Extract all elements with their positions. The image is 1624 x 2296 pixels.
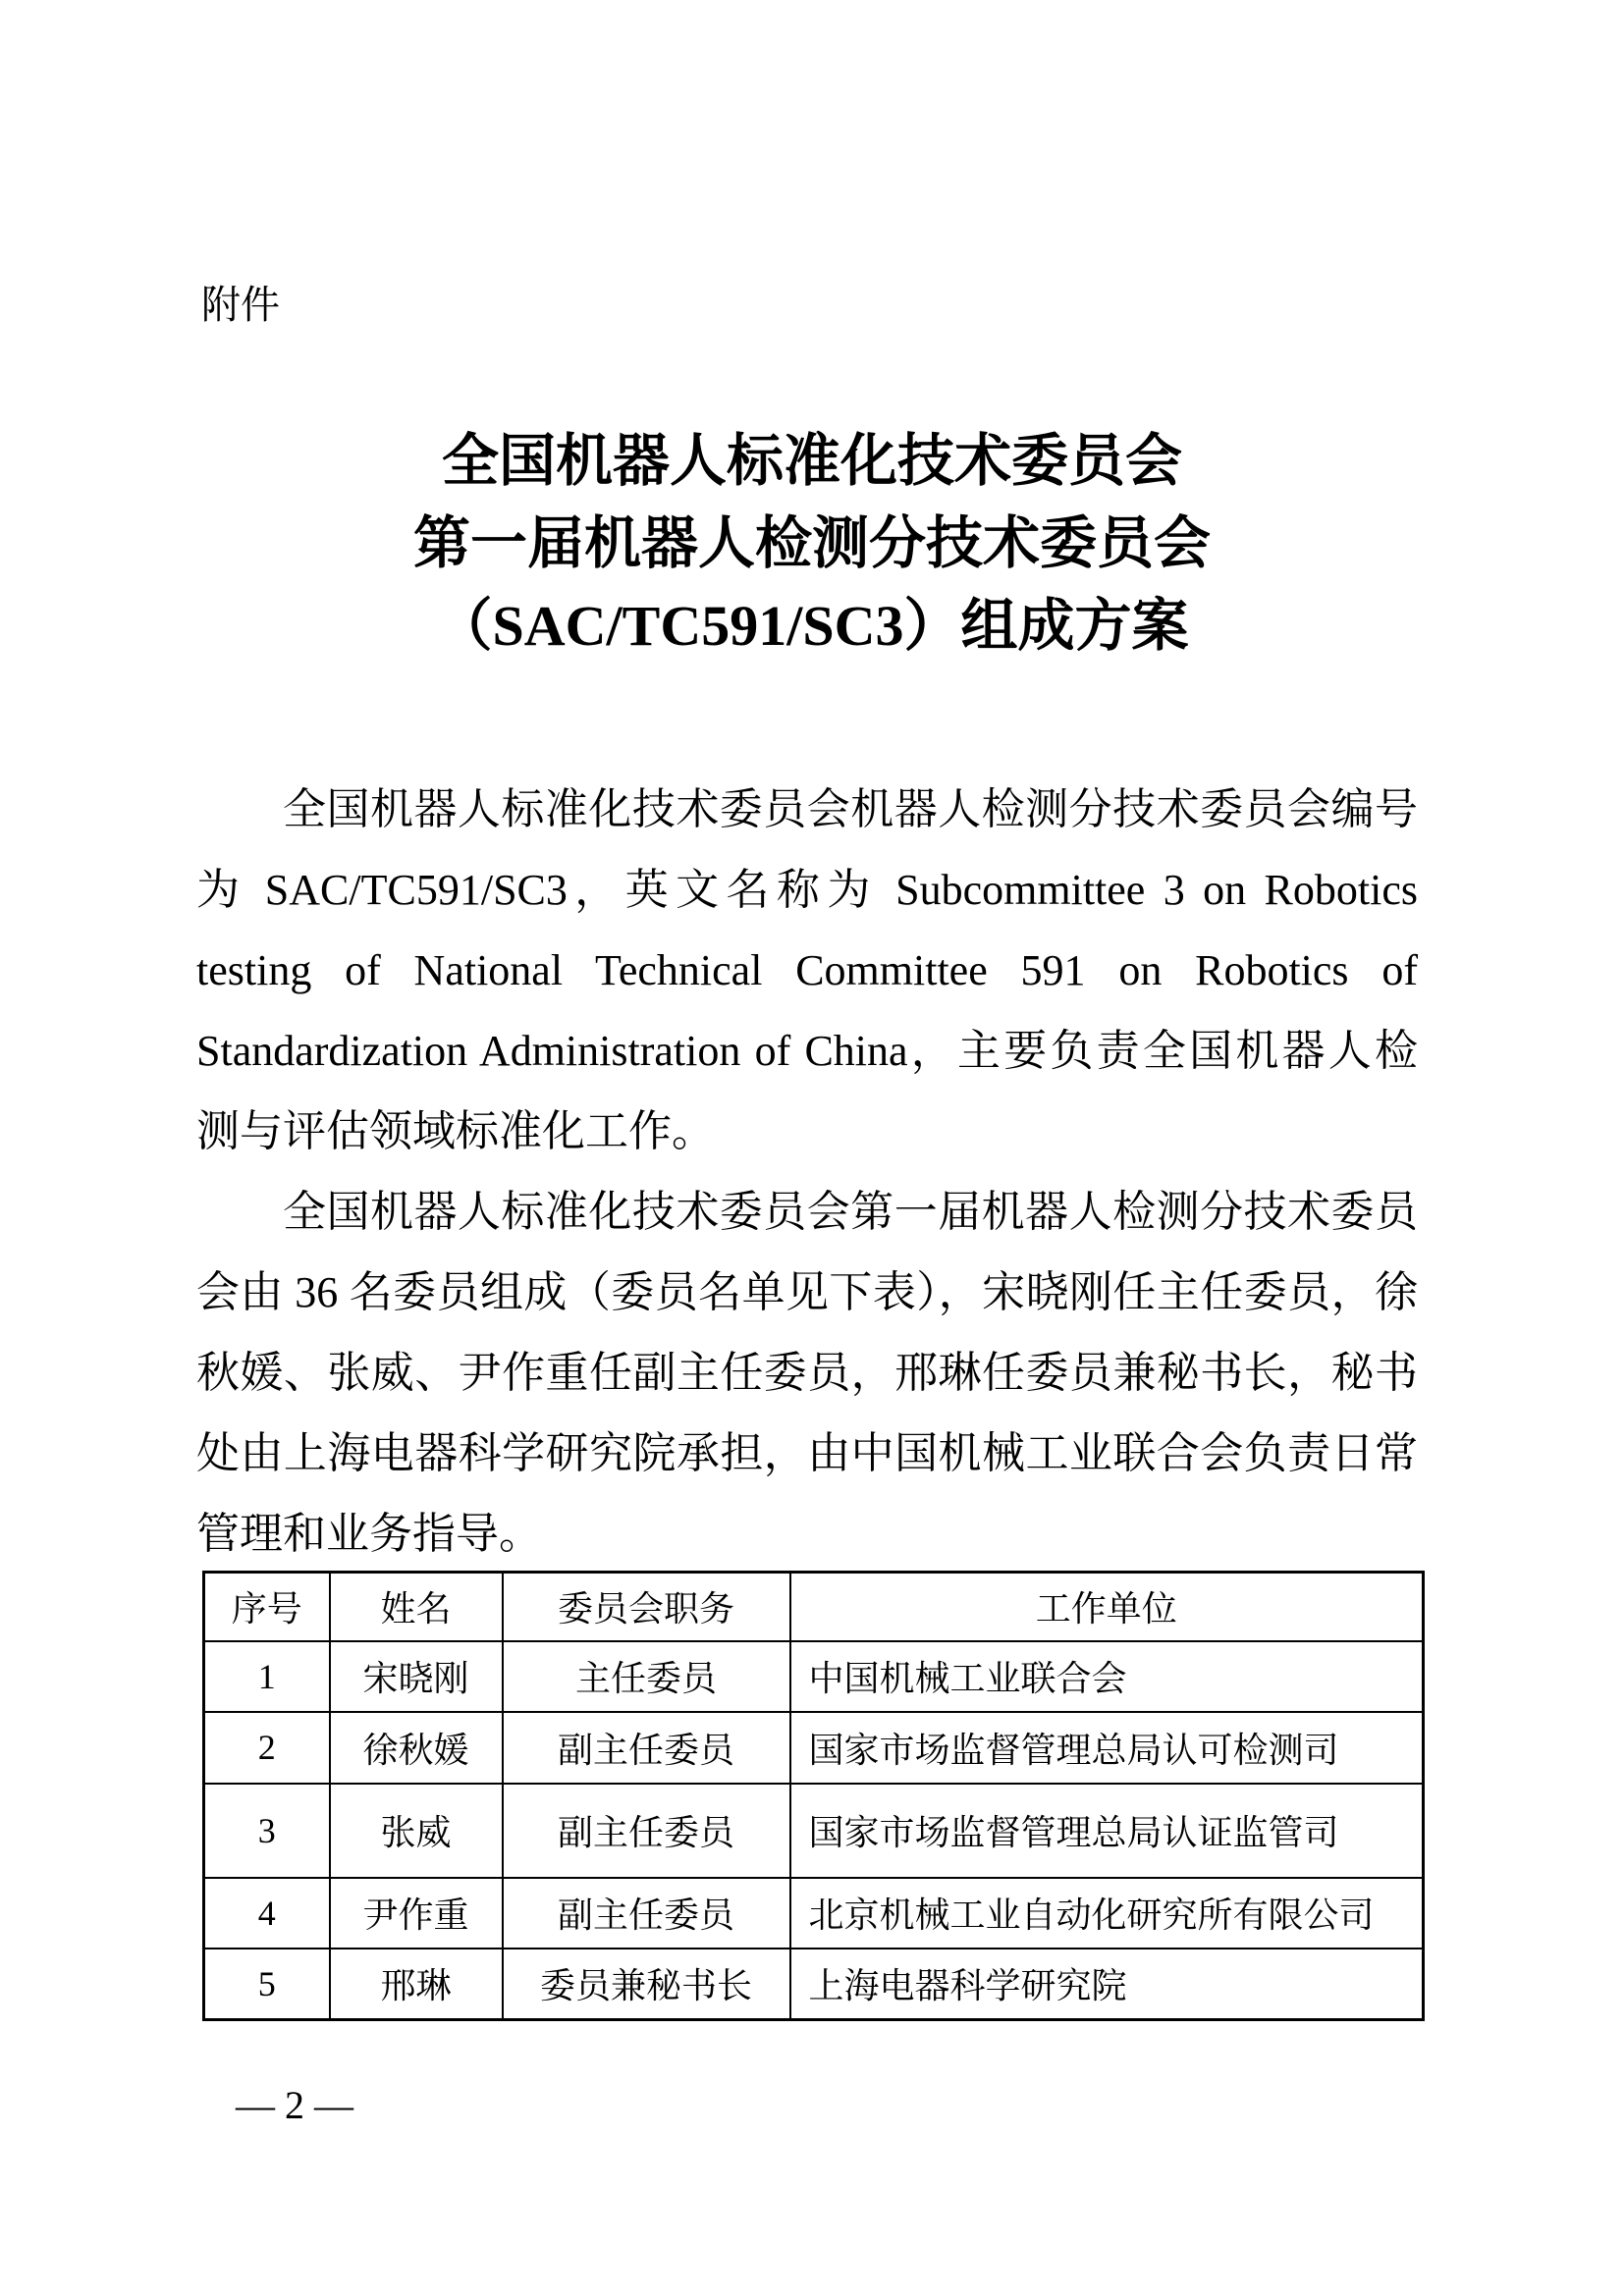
body-text bbox=[196, 770, 1418, 1575]
table-row bbox=[204, 1641, 1424, 1712]
name-cell: 尹作重 bbox=[330, 1878, 503, 1949]
unit-cell: 北京机械工业自动化研究所有限公司 bbox=[790, 1878, 1424, 1949]
serial-cell: 1 bbox=[204, 1641, 330, 1712]
name-cell: 邢琳 bbox=[330, 1949, 503, 2020]
document-title-line-1: 全国机器人标准化技术委员会 bbox=[441, 429, 1182, 493]
position-cell: 副主任委员 bbox=[503, 1784, 790, 1878]
paragraph-2-line: 会由 36 名委员组成（委员名单见下表），宋晓刚任主任委员，徐 bbox=[196, 1268, 1418, 1316]
table-row bbox=[204, 1712, 1424, 1784]
page-number: — 2 — bbox=[236, 2083, 353, 2127]
serial-cell: 3 bbox=[204, 1784, 330, 1878]
paragraph-1-line: 为 SAC/TC591/SC3，英文名称为 Subcommittee 3 on Robotics bbox=[196, 866, 1418, 914]
position-cell: 主任委员 bbox=[503, 1641, 790, 1712]
paragraph-1-line: testing of National Technical Committee 591 on Robotics of bbox=[196, 946, 1418, 994]
name-cell: 张威 bbox=[330, 1784, 503, 1878]
document-title bbox=[0, 420, 1624, 667]
unit-cell: 国家市场监督管理总局认证监管司 bbox=[790, 1784, 1424, 1878]
serial-cell: 4 bbox=[204, 1878, 330, 1949]
document-title-line-3: （SAC/TC591/SC3）组成方案 bbox=[435, 594, 1189, 658]
unit-cell: 国家市场监督管理总局认可检测司 bbox=[790, 1712, 1424, 1784]
name-cell: 徐秋媛 bbox=[330, 1712, 503, 1784]
table-row bbox=[204, 1878, 1424, 1949]
unit-cell: 中国机械工业联合会 bbox=[790, 1641, 1424, 1712]
paragraph-2-line: 全国机器人标准化技术委员会第一届机器人检测分技术委员 bbox=[283, 1188, 1418, 1236]
table-row bbox=[204, 1784, 1424, 1878]
members-table bbox=[202, 1571, 1425, 2021]
position-cell: 副主任委员 bbox=[503, 1712, 790, 1784]
paragraph-2-line: 管理和业务指导。 bbox=[196, 1510, 542, 1558]
table-row bbox=[204, 1949, 1424, 2020]
paragraph-2-line: 处由上海电器科学研究院承担，由中国机械工业联合会负责日常 bbox=[196, 1429, 1418, 1477]
header-name: 姓名 bbox=[330, 1573, 503, 1641]
name-cell: 宋晓刚 bbox=[330, 1641, 503, 1712]
header-serial: 序号 bbox=[204, 1573, 330, 1641]
serial-cell: 5 bbox=[204, 1949, 330, 2020]
header-position: 委员会职务 bbox=[503, 1573, 790, 1641]
serial-cell: 2 bbox=[204, 1712, 330, 1784]
paragraph-1-line: Standardization Administration of China，主要负责全国机器人检 bbox=[196, 1027, 1418, 1075]
header-unit: 工作单位 bbox=[790, 1573, 1424, 1641]
table-header-row bbox=[204, 1573, 1424, 1641]
unit-cell: 上海电器科学研究院 bbox=[790, 1949, 1424, 2020]
paragraph-1-line: 测与评估领域标准化工作。 bbox=[196, 1107, 715, 1155]
attachment-label: 附件 bbox=[201, 284, 280, 327]
position-cell: 委员兼秘书长 bbox=[503, 1949, 790, 2020]
document-title-line-2: 第一届机器人检测分技术委员会 bbox=[412, 511, 1211, 575]
paragraph-1-line: 全国机器人标准化技术委员会机器人检测分技术委员会编号 bbox=[283, 785, 1418, 833]
paragraph-2-line: 秋媛、张威、尹作重任副主任委员，邢琳任委员兼秘书长，秘书 bbox=[196, 1349, 1418, 1397]
position-cell: 副主任委员 bbox=[503, 1878, 790, 1949]
